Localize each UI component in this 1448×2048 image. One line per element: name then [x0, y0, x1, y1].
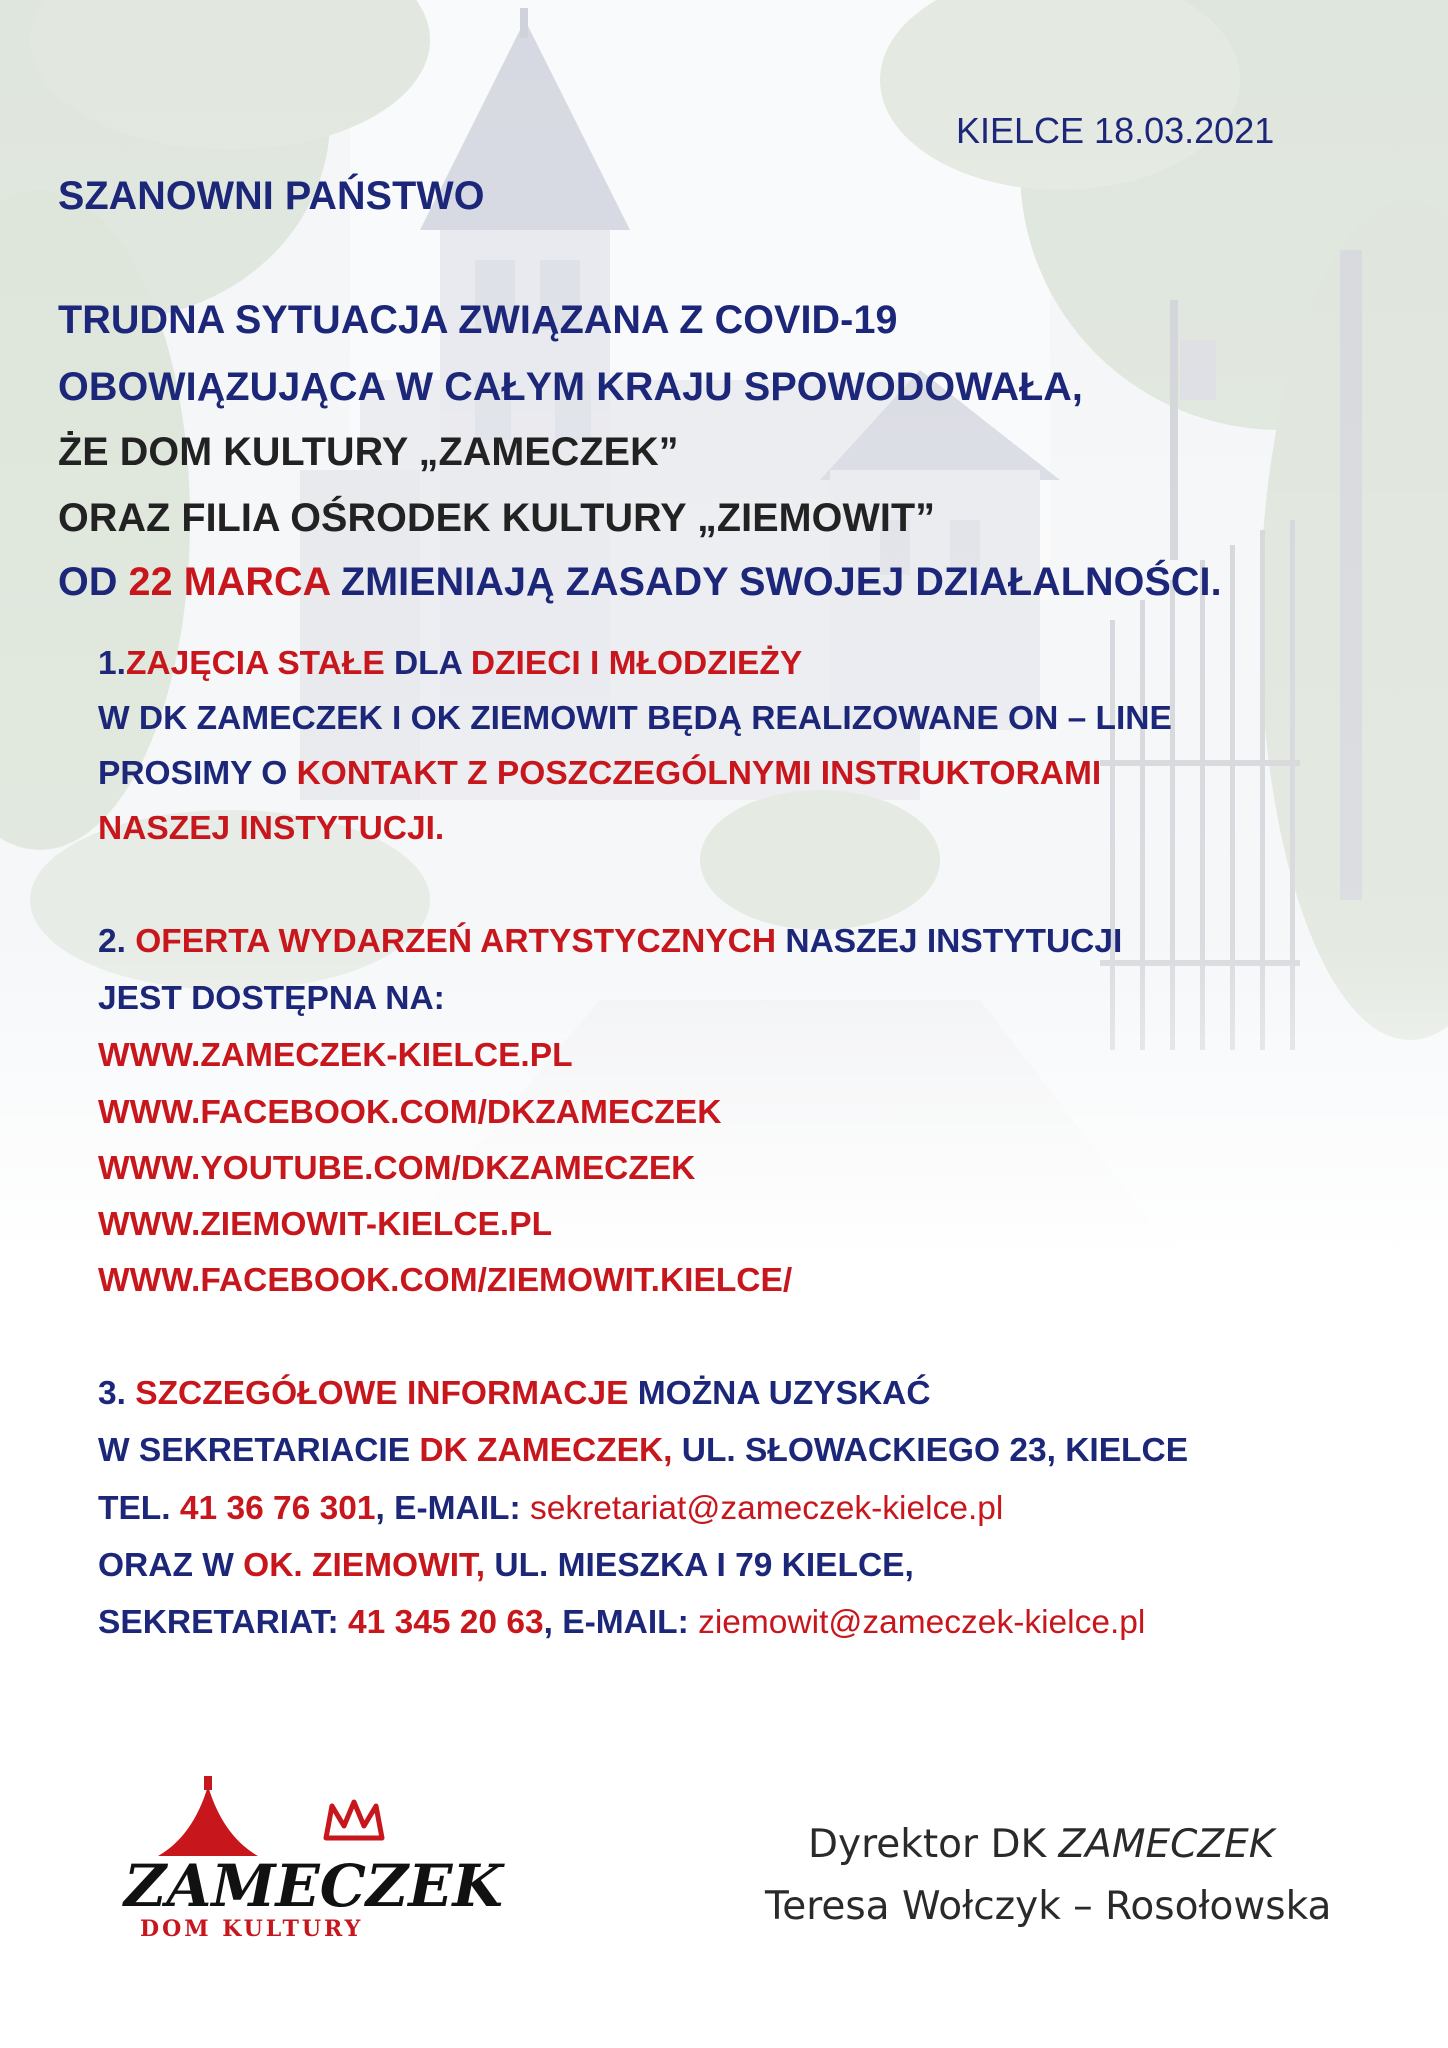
point1-highlight-2: DZIECI I MŁODZIEŻY: [470, 645, 803, 682]
signature-institution: ZAMECZEK: [1058, 1822, 1275, 1867]
point3-highlight: SZCZEGÓŁOWE INFORMACJE: [135, 1375, 629, 1412]
ok-ziemowit-name: OK. ZIEMOWIT,: [243, 1547, 486, 1584]
link-ziemowit[interactable]: WWW.ZIEMOWIT-KIELCE.PL: [98, 1206, 553, 1243]
intro-line-5-end: ZMIENIAJĄ ZASADY SWOJEJ DZIAŁALNOŚCI.: [329, 560, 1222, 604]
point3-line-4: [98, 1547, 914, 1585]
point3-line-4-start: ORAZ W: [98, 1547, 244, 1584]
email-label-1: , E-MAIL:: [375, 1490, 530, 1527]
point3-line-2-start: W SEKRETARIACIE: [98, 1432, 420, 1469]
signature-name: Teresa Wołczyk – Rosołowska: [765, 1884, 1332, 1929]
intro-line-5: [58, 560, 1222, 605]
phone-number-2[interactable]: 41 345 20 63: [348, 1604, 544, 1641]
point2-line-1: [98, 923, 1122, 961]
point2-number: 2.: [98, 923, 136, 960]
intro-line-5-start: OD: [58, 560, 129, 604]
point1-contact: KONTAKT Z POSZCZEGÓLNYMI INSTRUKTORAMI: [296, 755, 1102, 792]
point1-line-3-start: PROSIMY O: [98, 755, 297, 792]
dk-zameczek-name: DK ZAMECZEK,: [419, 1432, 673, 1469]
point1-line-3: [98, 755, 1101, 793]
signature-title: [808, 1822, 1274, 1867]
intro-line-2: OBOWIĄZUJĄCA W CAŁYM KRAJU SPOWODOWAŁA,: [58, 365, 1083, 409]
start-date: 22 MARCA: [128, 560, 330, 604]
date: KIELCE 18.03.2021: [956, 110, 1275, 151]
logo-wordmark: ZAMECZEK: [124, 1852, 503, 1920]
point3-address-1: UL. SŁOWACKIEGO 23, KIELCE: [672, 1432, 1189, 1469]
link-youtube-dkzameczek[interactable]: WWW.YOUTUBE.COM/DKZAMECZEK: [98, 1150, 696, 1187]
point1-number: 1.: [98, 645, 126, 682]
point2-highlight: OFERTA WYDARZEŃ ARTYSTYCZNYCH: [135, 923, 777, 960]
point3-address-2: UL. MIESZKA I 79 KIELCE,: [485, 1547, 914, 1584]
point1-text-1: DLA: [393, 645, 471, 682]
zameczek-logo: [118, 1776, 503, 1946]
point2-text: NASZEJ INSTYTUCJI: [776, 923, 1123, 960]
phone-number-1[interactable]: 41 36 76 301: [179, 1490, 376, 1527]
email-link-2[interactable]: ziemowit@zameczek-kielce.pl: [698, 1604, 1146, 1641]
logo-crown-icon: [326, 1802, 382, 1838]
point3-line-2: [98, 1432, 1188, 1470]
phone-label-1: TEL.: [98, 1490, 180, 1527]
intro-line-1: TRUDNA SYTUACJA ZWIĄZANA Z COVID-19: [58, 298, 898, 342]
email-link-1[interactable]: sekretariat@zameczek-kielce.pl: [529, 1490, 1004, 1527]
point1-line-1: [98, 645, 802, 683]
link-zameczek[interactable]: WWW.ZAMECZEK-KIELCE.PL: [98, 1037, 573, 1074]
phone-label-2: SEKRETARIAT:: [98, 1604, 349, 1641]
point3-line-3: [98, 1490, 1003, 1528]
point3-line-5: [98, 1604, 1145, 1642]
point3-line-1: [98, 1375, 931, 1413]
point1-line-2: W DK ZAMECZEK I OK ZIEMOWIT BĘDĄ REALIZOWANE ON – LINE: [98, 700, 1172, 737]
intro-line-4: ORAZ FILIA OŚRODEK KULTURY „ZIEMOWIT”: [58, 496, 936, 540]
point3-number: 3.: [98, 1375, 136, 1412]
point1-highlight-1: ZAJĘCIA STAŁE: [125, 645, 394, 682]
email-label-2: , E-MAIL:: [543, 1604, 699, 1641]
signature-title-start: Dyrektor DK: [808, 1822, 1059, 1867]
link-facebook-dkzameczek[interactable]: WWW.FACEBOOK.COM/DKZAMECZEK: [98, 1094, 722, 1131]
logo-subtitle: DOM KULTURY: [140, 1916, 364, 1942]
intro-line-3: ŻE DOM KULTURY „ZAMECZEK”: [58, 430, 679, 474]
point1-line-4: NASZEJ INSTYTUCJI.: [98, 810, 445, 847]
link-facebook-ziemowit[interactable]: WWW.FACEBOOK.COM/ZIEMOWIT.KIELCE/: [98, 1262, 793, 1299]
point3-text: MOŻNA UZYSKAĆ: [628, 1375, 931, 1412]
greeting: SZANOWNI PAŃSTWO: [58, 174, 485, 218]
point2-line-2: JEST DOSTĘPNA NA:: [98, 980, 445, 1017]
